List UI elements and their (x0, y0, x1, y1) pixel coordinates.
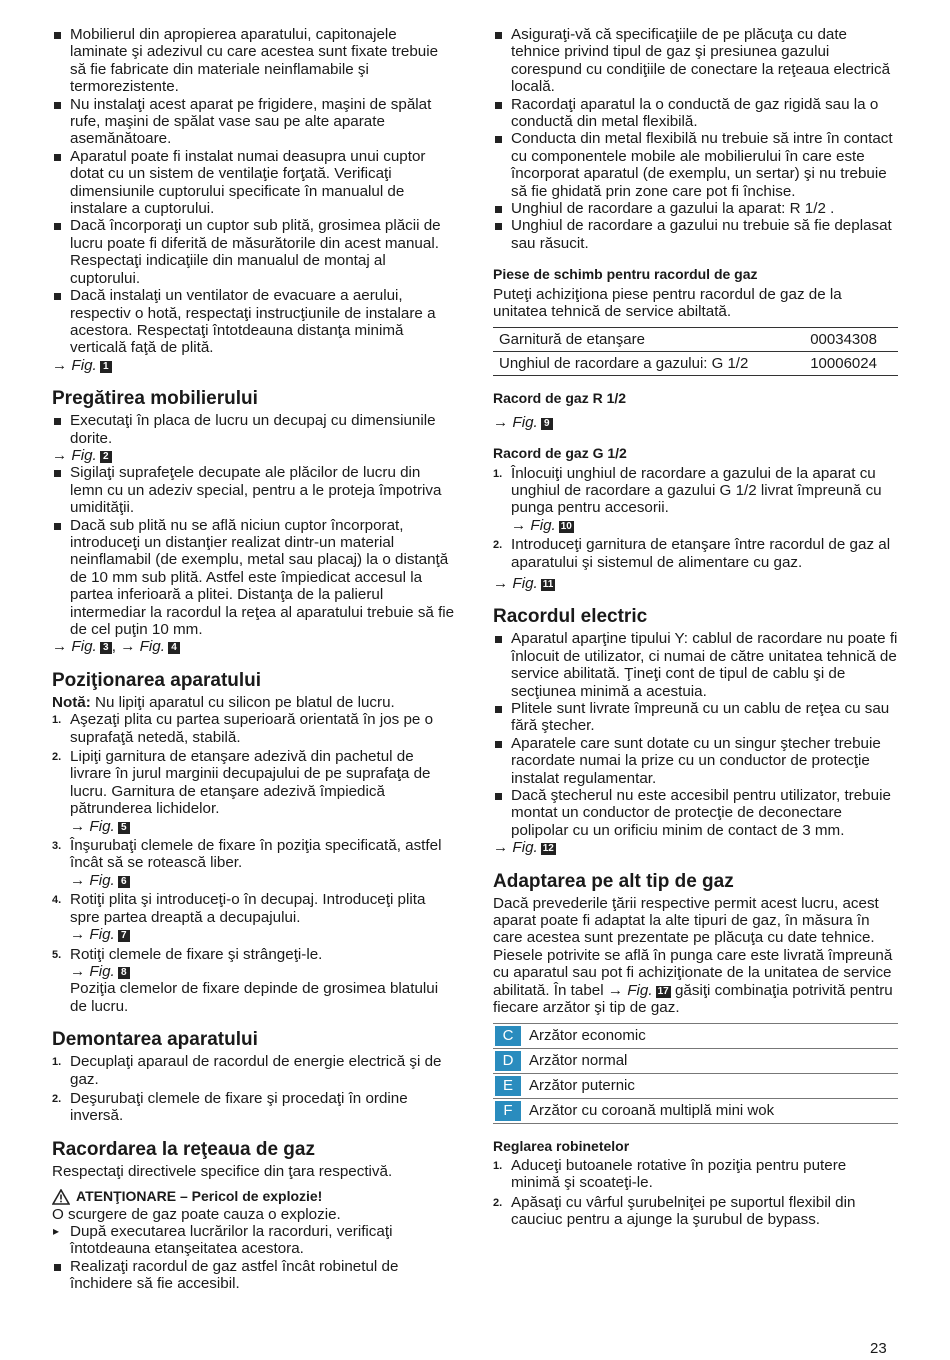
electric-list (493, 630, 898, 839)
list-item: Racordaţi aparatul la o conductă de gaz rigidă sau la o conductă din metal flexibilă. (493, 96, 898, 131)
positioning-steps (52, 711, 457, 1015)
step-note: Poziţia clemelor de fixare depinde de grosimea blatului de lucru. (70, 980, 439, 1015)
figure-number-badge: 5 (118, 822, 130, 834)
list-item: Dacă instalaţi un ventilator de evacuare a aerului, respectiv o hotă, respectaţi instrucţiunile de instalare a acestora. Respectaţi întotdeauna distanţa minimă verticală faţă de plită. (52, 287, 457, 357)
burner-letter-badge: E (495, 1076, 521, 1096)
right-column (493, 26, 898, 1231)
burner-letter-badge: D (495, 1051, 521, 1071)
figure-number-badge: 17 (657, 985, 669, 997)
list-item: 2. Apăsaţi cu vârful şurubelniţei pe suportul flexibil din cauciuc pentru a ajunge la şurubul de bypass. (493, 1193, 856, 1229)
section-heading-gas-adaptation: Adaptarea pe alt tip de gaz (493, 870, 734, 892)
list-item: ▸ După executarea lucrărilor la racorduri, verificaţi întotdeauna etanşeitatea acestora. (52, 1223, 457, 1258)
burner-letter-badge: C (495, 1026, 521, 1046)
paragraph: Dacă prevederile ţării respective permit acest lucru, acest aparat poate fi adaptat la alte tipuri de gaz, în măsura în care acestea sunt prezentate pe plăcuţa cu date tehnice. (493, 894, 879, 947)
section-heading-electric: Racordul electric (493, 606, 648, 628)
figure-reference: → Fig. 7 (70, 926, 457, 943)
burner-letter-badge: F (495, 1101, 521, 1121)
paragraph: Piesele potrivite se află în punga care este livrată împreună cu aparatul sau pot fi achiziţionate de la unitatea de service abilitată. În tabel → Fig. 17 găsiţi combinaţia potrivită pentru fiecare arzător şi tip de gaz. (493, 946, 893, 1017)
table-row: C Arzător economic (493, 1023, 898, 1048)
figure-number-badge: 11 (542, 578, 554, 590)
figure-number-badge: 9 (541, 418, 553, 430)
list-item: Plitele sunt livrate împreună cu un cablu de reţea cu sau fără ştecher. (493, 700, 898, 735)
figure-number-badge: 10 (560, 520, 572, 532)
table-row: E Arzător puternic (493, 1073, 898, 1098)
list-item: Dacă sub plită nu se află niciun cuptor încorporat, introduceţi un distanţier realizat dintr-un material neinflamabil (de exemplu, metal sau placaj) la o distanţă de 10 mm sub plită. Astfel este împiedicat accesul la partea inferioară a plitei. Distanţa de la palierul intermediar la racordul la reţea al aparatului trebuie să fie de cel puţin 10 mm. (52, 517, 457, 639)
section-heading-valves: Reglarea robinetelor (493, 1137, 630, 1154)
gas-bullet-list (52, 1258, 457, 1293)
figure-number-badge: 4 (168, 642, 180, 654)
gas-requirements-list (493, 26, 898, 252)
action-list (52, 1223, 457, 1258)
table-row: Unghiul de racordare a gazului: G 1/2 10006024 (493, 351, 898, 375)
furniture-list-continued (52, 464, 457, 638)
paragraph: Respectaţi directivele specifice din ţara respectivă. (52, 1162, 393, 1180)
section-heading-furniture: Pregătirea mobilierului (52, 388, 258, 410)
spare-parts-table (493, 327, 898, 377)
section-heading-gas-connection: Racordarea la reţeaua de gaz (52, 1138, 315, 1160)
list-item: Aparatele care sunt dotate cu un singur ştecher trebuie racordate numai la prize cu un conductor de protecţie instalat regulamentar. (493, 735, 898, 787)
figure-reference: → Fig. 2 (52, 447, 457, 464)
list-item: Conducta din metal flexibilă nu trebuie să intre în contact cu componentele mobile ale mobilierului în care este încorporat aparatul (de exemplu, un sertar) şi nu trebuie să fie ghidată prin zone care pot fi închise. (493, 130, 898, 200)
list-item: Realizaţi racordul de gaz astfel încât robinetul de închidere să fie accesibil. (52, 1258, 457, 1293)
table-row: Garnitură de etanşare 00034308 (493, 327, 898, 351)
section-heading-r12: Racord de gaz R 1/2 (493, 390, 627, 407)
figure-number-badge: 3 (100, 642, 112, 654)
figure-reference: → Fig. 12 (493, 839, 554, 857)
paragraph: Puteţi achiziţiona piese pentru racordul de gaz de la unitatea tehnică de service abiltată. (493, 285, 842, 321)
list-item: Unghiul de racordare a gazului nu trebuie să fie deplasat sau răsucit. (493, 217, 898, 252)
furniture-list (52, 412, 457, 447)
table-row: F Arzător cu coroană multiplă mini wok (493, 1098, 898, 1123)
list-item: 1. Aşezaţi plita cu partea superioară orientată în jos pe o suprafaţă netedă, stabilă. (52, 711, 434, 746)
list-item: Nu instalaţi acest aparat pe frigidere, maşini de spălat rufe, maşini de spălat vase sau pe alte aparate asemănătoare. (52, 96, 457, 148)
figure-number-badge: 1 (100, 361, 112, 373)
section-heading-dismantling: Demontarea aparatului (52, 1029, 258, 1051)
list-item: Dacă încorporaţi un cuptor sub plită, grosimea plăcii de lucru poate fi diferită de măsurătorile din acest manual. Respectaţi indicaţiile din manualul de montaj al cuptorului. (52, 217, 457, 287)
list-item: Sigilaţi suprafeţele decupate ale plăcilor de lucru din lemn cu un adeziv special, pentru a le proteja împotriva umidităţii. (52, 464, 457, 516)
figure-number-badge: 12 (542, 843, 554, 855)
g12-steps (493, 465, 898, 571)
note: Notă: Nu lipiţi aparatul cu silicon pe blatul de lucru. (52, 693, 395, 711)
valves-steps (493, 1157, 898, 1229)
section-heading-g12: Racord de gaz G 1/2 (493, 445, 627, 462)
figure-number-badge: 6 (118, 876, 130, 888)
list-item: Mobilierul din apropierea aparatului, capitonajele laminate şi adezivul cu care acestea sunt fixate trebuie să fie fabricate din materiale neinflamabile şi termorezistente. (52, 26, 457, 96)
list-item: 5. Rotiţi clemele de fixare şi strângeţi-le. → Fig. 8 Poziţia clemelor de fixare depinde de grosimea blatului de lucru. (52, 946, 457, 1016)
list-item: Aparatul poate fi instalat numai deasupra unui cuptor dotat cu un sistem de ventilaţie forţată. Verificaţi dimensiunile cuptorului specificate în manualul de instalare a cuptorului. (52, 148, 457, 218)
list-item: Unghiul de racordare a gazului la aparat: R 1/2 . (493, 200, 898, 217)
list-item: 1. Înlocuiţi unghiul de racordare a gazului de la aparat cu unghiul de racordare a gazului G 1/2 livrat împreună cu punga pentru accesorii. → Fig. 10 (493, 465, 898, 535)
list-item: 3. Înşurubaţi clemele de fixare în poziţia specificată, astfel încât să se rotească liber. → Fig. 6 (52, 837, 457, 889)
figure-reference: → Fig. 6 (70, 872, 457, 889)
section-heading-spare-parts: Piese de schimb pentru racordul de gaz (493, 266, 758, 283)
burner-table (493, 1023, 898, 1124)
figure-reference: → Fig. 10 (511, 516, 572, 534)
figure-reference: → Fig. 11 (493, 574, 554, 592)
figure-number-badge: 2 (100, 451, 112, 463)
list-item: Asiguraţi-vă că specificaţiile de pe plăcuţa cu date tehnice privind tipul de gaz şi presiunea gazului corespund cu condiţiile de conectare la reţeaua electrică locală. (493, 26, 898, 96)
figure-number-badge: 8 (118, 967, 130, 979)
figure-reference: → Fig. 9 (493, 414, 898, 431)
intro-bullet-list (52, 26, 457, 357)
warning-triangle-icon (52, 1189, 70, 1205)
list-item: Executaţi în placa de lucru un decupaj cu dimensiunile dorite. (52, 412, 457, 447)
list-item: 1. Aduceţi butoanele rotative în poziţia pentru putere minimă şi scoateţi-le. (493, 1156, 847, 1192)
figure-reference: → Fig. 5 (70, 818, 457, 835)
list-item: Aparatul aparţine tipului Y: cablul de racordare nu poate fi înlocuit de utilizator, ci numai de către unitatea tehnică de service abilitată. Ţineţi cont de tipul de cablu şi de secţiunea minimă a acestuia. (493, 630, 898, 700)
table-row: D Arzător normal (493, 1048, 898, 1073)
warning-heading: ATENŢIONARE – Pericol de explozie! (52, 1188, 457, 1205)
figure-number-badge: 7 (118, 930, 130, 942)
list-item: 4. Rotiţi plita şi introduceţi-o în decupaj. Introduceţi plita spre partea dreaptă a decupajului. → Fig. 7 (52, 891, 457, 943)
list-item: Dacă ştecherul nu este accesibil pentru utilizator, trebuie montat un conductor de protecţie de deconectare polipolar cu un orificiu minim de contact de 3 mm. (493, 787, 898, 839)
figure-reference: → Fig. 8 (70, 963, 457, 980)
list-item: 2. Lipiţi garnitura de etanşare adezivă din pachetul de livrare în jurul marginii decupajului de pe suprafaţa de lucru. Garnitura de etanşare adezivă împiedică pătrunderea lichidelor. → Fig. 5 (52, 748, 457, 835)
left-column (52, 26, 457, 1293)
list-item: 1. Decuplaţi aparaul de racordul de energie electrică şi de gaz. (52, 1053, 442, 1088)
figure-reference: → Fig. 1 (52, 357, 457, 374)
section-heading-positioning: Poziţionarea aparatului (52, 669, 262, 691)
list-item: 2. Introduceţi garnitura de etanşare între racordul de gaz al aparatului şi sistemul de alimentare cu gaz. (493, 536, 891, 571)
page-number: 23 (870, 1340, 887, 1357)
dismantling-steps (52, 1053, 457, 1125)
warning-text: O scurgere de gaz poate cauza o explozie. (52, 1205, 341, 1223)
list-item: 2. Deşurubaţi clemele de fixare şi procedaţi în ordine inversă. (52, 1089, 408, 1125)
figure-reference: → Fig. 3 , → Fig. 4 (52, 638, 457, 655)
